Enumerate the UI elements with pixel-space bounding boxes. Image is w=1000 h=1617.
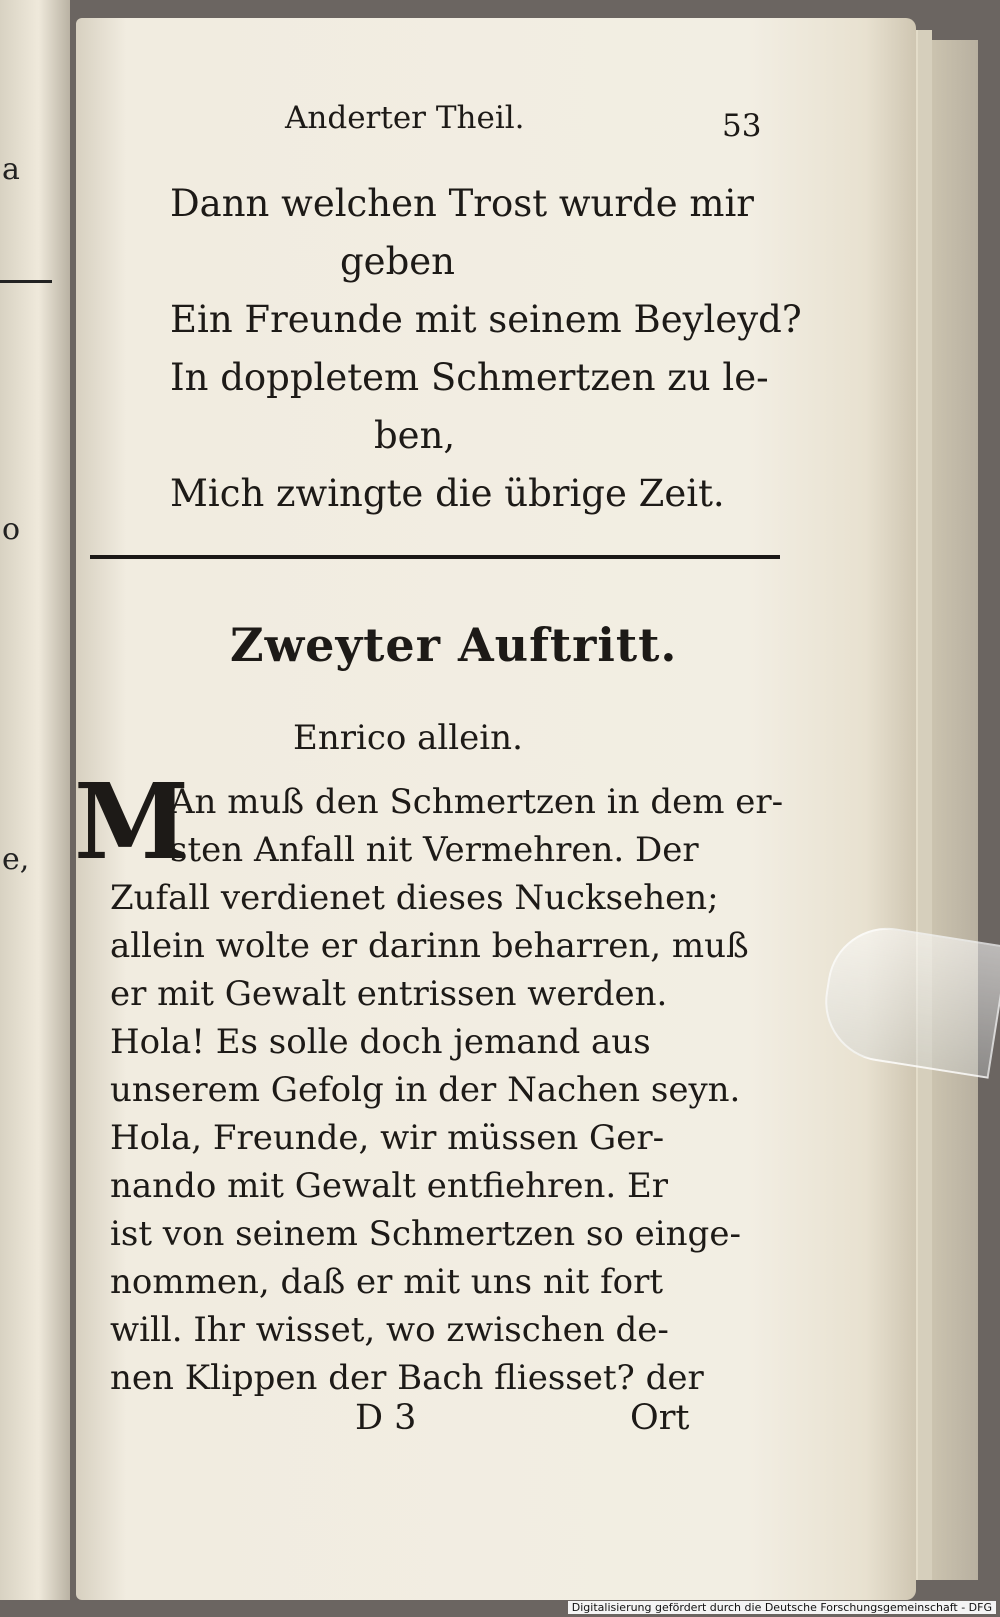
left-page-rule [0,280,52,283]
text-line: Hola! Es solle doch jemand aus [110,1022,651,1062]
page-number: 53 [722,108,762,144]
left-page-fragment: a [2,152,20,187]
section-rule [90,555,780,559]
left-page-fragment: e, [2,842,30,877]
text-line: Zufall verdienet dieses Nucksehen; [110,878,719,918]
text-line: unserem Gefolg in der Nachen seyn. [110,1070,741,1110]
left-page-edge [0,0,70,1600]
left-page-fragment: o [2,512,21,547]
text-line: allein wolte er darinn beharren, muß [110,926,749,966]
digitization-credit: Digitalisierung gefördert durch die Deutsche Forschungsgemeinschaft - DFG [568,1601,996,1614]
text-line: nando mit Gewalt entfiehren. Er [110,1166,669,1206]
speaker-line: Enrico allein. [293,718,523,758]
verse-line: Ein Freunde mit seinem Beyleyd? [170,298,802,341]
catchword: Ort [630,1398,690,1438]
text-line: Hola, Freunde, wir müssen Ger- [110,1118,665,1158]
text-line: nommen, daß er mit uns nit fort [110,1262,664,1302]
text-line: sten Anfall nit Vermehren. Der [170,830,699,870]
verse-line: Mich zwingte die übrige Zeit. [170,472,725,515]
verse-line: ben, [374,414,456,457]
verse-line: Dann welchen Trost wurde mir [170,182,754,225]
running-title: Anderter Theil. [285,100,525,136]
text-line: will. Ihr wisset, wo zwischen de- [110,1310,669,1350]
verse-line: geben [340,240,455,283]
page-stack-edge [932,40,978,1580]
text-line: nen Klippen der Bach fliesset? der [110,1358,704,1398]
verse-line: In doppletem Schmertzen zu le- [170,356,769,399]
drop-cap: M [74,760,190,883]
signature-mark: D 3 [355,1398,417,1438]
text-line: er mit Gewalt entrissen werden. [110,974,668,1014]
scene-heading: Zweyter Auftritt. [230,618,678,672]
text-line: An muß den Schmertzen in dem er- [170,782,784,822]
text-line: ist von seinem Schmertzen so einge- [110,1214,741,1254]
page-stack-edge [918,30,932,1580]
